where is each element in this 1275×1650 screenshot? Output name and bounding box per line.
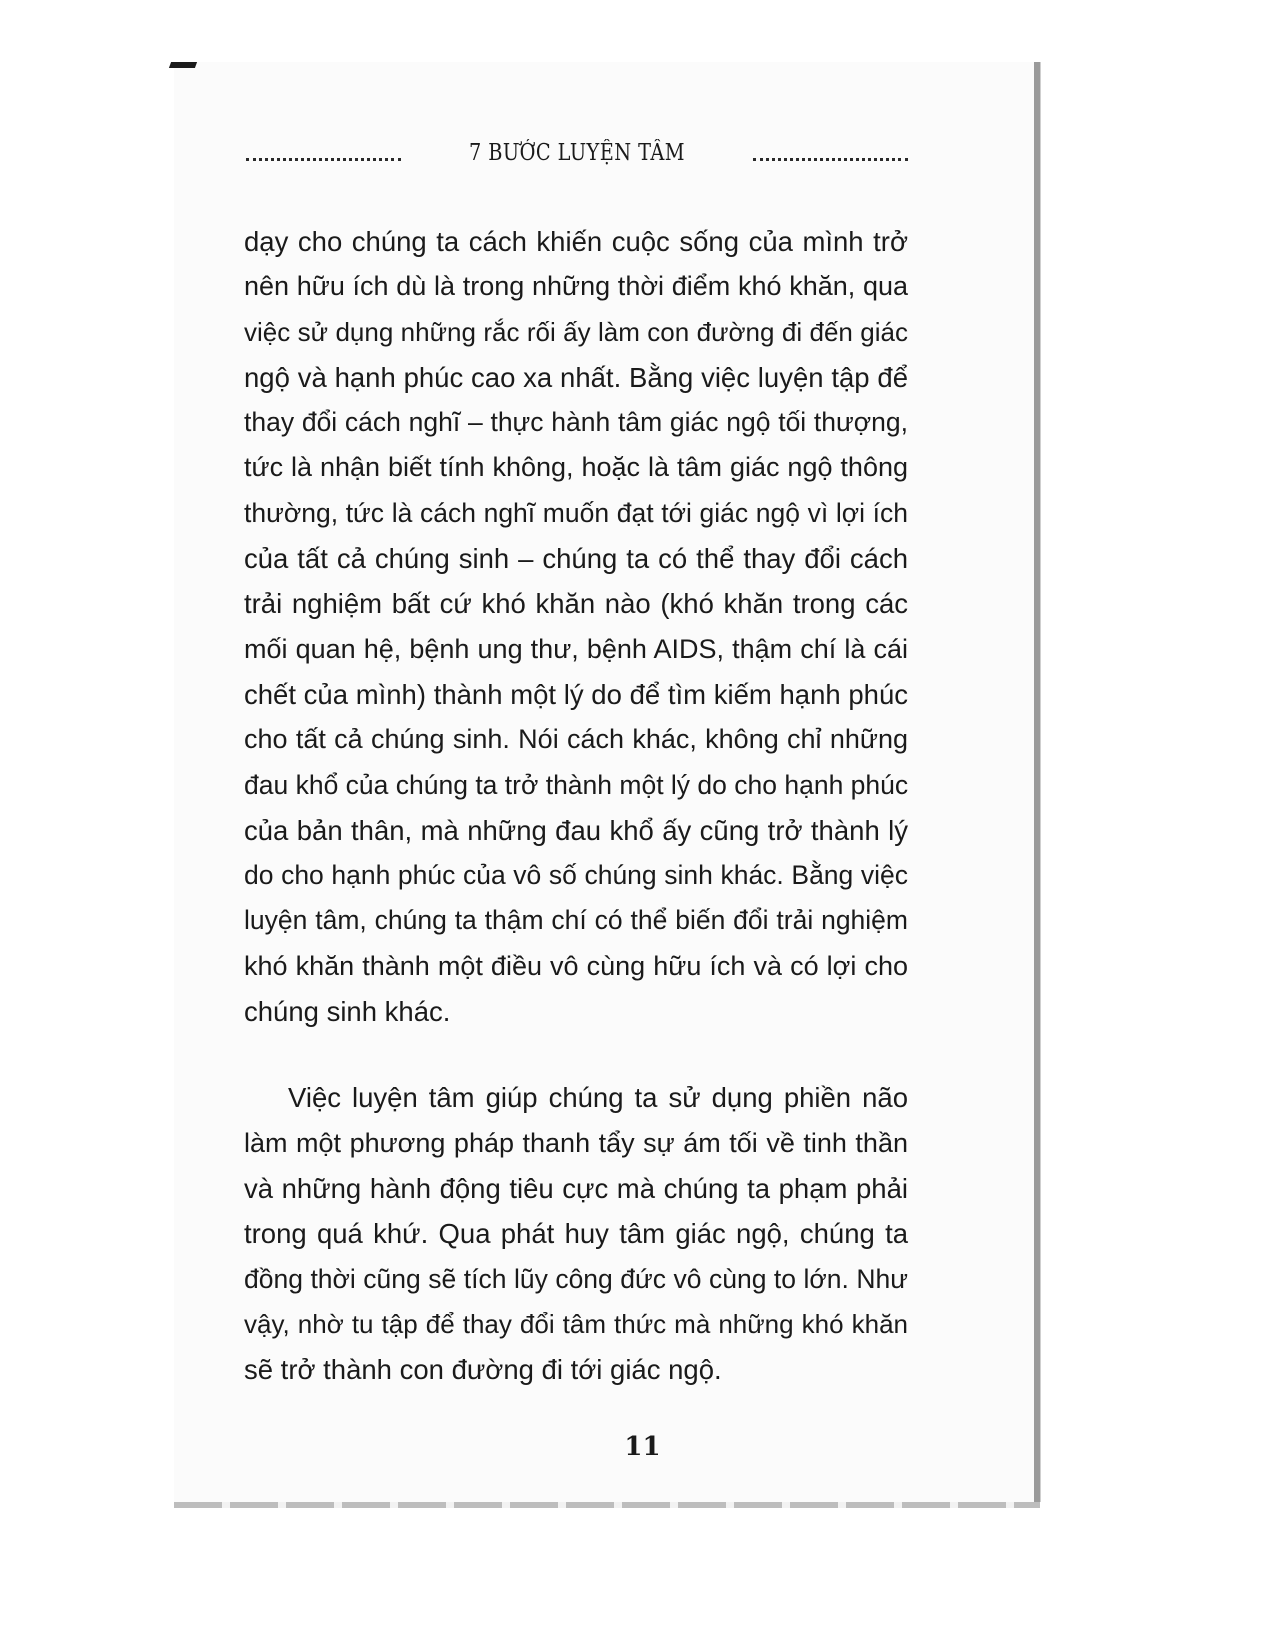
text-line: Việc luyện tâm giúp chúng ta sử dụng phiền não bbox=[288, 1082, 908, 1114]
text-line: thay đổi cách nghĩ – thực hành tâm giác ngộ tối thượng, bbox=[244, 407, 908, 438]
text-line: của tất cả chúng sinh – chúng ta có thể thay đổi cách bbox=[244, 543, 908, 575]
text-line: đồng thời cũng sẽ tích lũy công đức vô cùng to lớn. Như bbox=[244, 1263, 908, 1294]
text-line: ngộ và hạnh phúc cao xa nhất. Bằng việc luyện tập để bbox=[244, 361, 908, 393]
paragraph-1 bbox=[244, 219, 908, 1034]
text-line: do cho hạnh phúc của vô số chúng sinh khác. Bằng việc bbox=[244, 860, 908, 891]
text-line: thường, tức là cách nghĩ muốn đạt tới giác ngộ vì lợi ích bbox=[244, 497, 908, 528]
page-corner-mark bbox=[169, 62, 197, 68]
header-dotted-rule-right bbox=[753, 158, 908, 161]
header-title: 7 BƯỚC LUYỆN TÂM bbox=[469, 140, 685, 166]
text-line: cho tất cả chúng sinh. Nói cách khác, không chỉ những bbox=[244, 724, 908, 755]
text-line: của bản thân, mà những đau khổ ấy cũng trở thành lý bbox=[244, 814, 908, 846]
text-line: trải nghiệm bất cứ khó khăn nào (khó khăn trong các bbox=[244, 588, 908, 620]
text-line: việc sử dụng những rắc rối ấy làm con đường đi đến giác bbox=[244, 316, 908, 347]
text-line: tức là nhận biết tính không, hoặc là tâm giác ngộ thông bbox=[244, 452, 908, 483]
body-text bbox=[244, 219, 908, 1392]
paragraph-spacer bbox=[244, 1034, 908, 1075]
text-line: chết của mình) thành một lý do để tìm kiếm hạnh phúc bbox=[244, 678, 908, 710]
text-line: mối quan hệ, bệnh ung thư, bệnh AIDS, thậm chí là cái bbox=[244, 633, 908, 664]
text-line: chúng sinh khác. bbox=[244, 996, 451, 1028]
text-line: khó khăn thành một điều vô cùng hữu ích và có lợi cho bbox=[244, 950, 908, 981]
text-line: luyện tâm, chúng ta thậm chí có thể biến đổi trải nghiệm bbox=[244, 905, 908, 936]
text-line: sẽ trở thành con đường đi tới giác ngộ. bbox=[244, 1354, 722, 1386]
paragraph-2 bbox=[244, 1075, 908, 1392]
text-line: làm một phương pháp thanh tẩy sự ám tối về tinh thần bbox=[244, 1127, 908, 1158]
text-line: dạy cho chúng ta cách khiến cuộc sống của mình trở bbox=[244, 226, 908, 257]
text-line: và những hành động tiêu cực mà chúng ta phạm phải bbox=[244, 1172, 908, 1204]
text-line: vậy, nhờ tu tập để thay đổi tâm thức mà những khó khăn bbox=[244, 1308, 908, 1339]
page-bottom-edge bbox=[174, 1502, 1040, 1508]
page-number: 11 bbox=[624, 1432, 661, 1462]
text-line: trong quá khứ. Qua phát huy tâm giác ngộ, chúng ta bbox=[244, 1218, 908, 1250]
text-line: đau khổ của chúng ta trở thành một lý do cho hạnh phúc bbox=[244, 769, 909, 800]
text-line: nên hữu ích dù là trong những thời điểm khó khăn, qua bbox=[244, 271, 908, 302]
running-header bbox=[246, 138, 908, 174]
